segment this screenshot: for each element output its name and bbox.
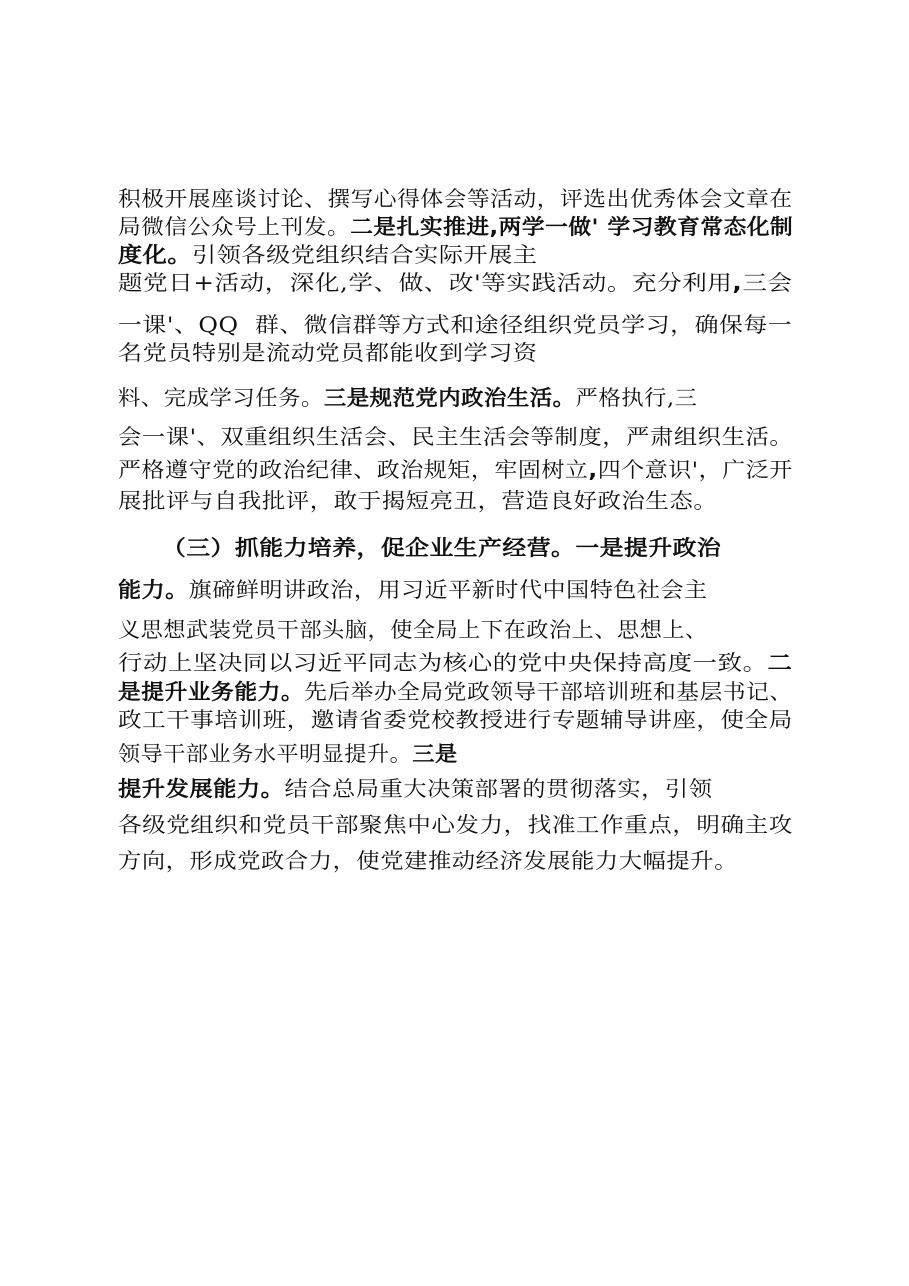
- text-segment: 一课'、QQ 群、微信群等方式和途径组织党员学习，确保每一: [118, 313, 793, 337]
- text-segment: 先后举办全局党政领导干部培训班和基层书记、: [304, 680, 793, 704]
- text-line: [118, 577, 708, 603]
- bold-text-segment: 二: [767, 651, 793, 675]
- text-segment: 会一课'、双重组织生活会、民主生活会等制度，严肃组织生活。: [118, 425, 794, 449]
- text-line: [118, 617, 708, 643]
- text-segment: 结合总局重大决策部署的贯彻落实，引领: [284, 777, 713, 801]
- text-segment: 积极开展座谈讨论、撰写心得体会等活动，评选出优秀体会文章在: [118, 187, 793, 211]
- text-segment: 三会: [742, 271, 793, 295]
- text-line: [118, 242, 538, 268]
- text-segment: 行动上坚决同以习近平同志为核心的党中央保持高度一致。: [118, 651, 768, 675]
- bold-text-segment: 度化。: [118, 243, 193, 267]
- text-segment: 政工干事培训班，邀请省委党校教授进行专题辅导讲座，使全局: [118, 708, 793, 732]
- text-line: [118, 741, 458, 767]
- text-line: [118, 707, 793, 733]
- text-segment: 料、完成学习任务。: [118, 386, 324, 410]
- bold-text-segment: 能力。: [118, 578, 189, 602]
- text-line: [118, 848, 738, 874]
- text-segment: 义思想武装党员干部头脑，使全局上下在政治上、思想上、: [118, 618, 708, 642]
- text-line: [118, 679, 793, 705]
- text-segment: 旗碲鲜明讲政治，用习近平新时代中国特色社会主: [188, 578, 708, 602]
- text-segment: 展批评与自我批评，敢于揭短亮丑，营造良好政治生态。: [118, 489, 718, 513]
- text-segment: 领导干部业务水平明显提升。: [118, 742, 413, 766]
- text-segment: 名党员特别是流动党员都能收到学习资: [118, 341, 538, 365]
- text-segment: 严格执行,三: [575, 386, 698, 410]
- text-line: [118, 186, 793, 212]
- text-line: [118, 812, 793, 838]
- bold-text-segment: 是提升业务能力。: [118, 680, 305, 704]
- bold-text-segment: ,: [732, 271, 743, 295]
- bold-text-segment: 二是扎实推进,两学一做' 学习教育常态化制: [350, 215, 794, 239]
- text-line: [118, 424, 793, 450]
- text-line: [118, 776, 712, 802]
- bold-text-segment: 三是: [412, 742, 458, 766]
- text-segment: 各级党组织和党员干部聚焦中心发力，找准工作重点，明确主攻: [118, 813, 793, 837]
- bold-text-segment: ,: [588, 458, 598, 482]
- text-line: [118, 312, 792, 338]
- text-line: [118, 270, 793, 296]
- bold-text-segment: （三）抓能力培养，促企业生产经营。一是提升政治: [162, 536, 722, 560]
- text-segment: 引领各级党组织结合实际开展主: [192, 243, 538, 267]
- text-line: [118, 214, 793, 240]
- text-line: [118, 457, 793, 483]
- text-segment: 严格遵守党的政治纪律、政治规矩，牢固树立: [118, 458, 589, 482]
- text-line: [118, 340, 538, 366]
- text-line: [162, 535, 721, 561]
- text-line: [118, 650, 793, 676]
- bold-text-segment: 提升发展能力。: [118, 777, 285, 801]
- text-line: [118, 385, 698, 411]
- text-segment: 方向，形成党政合力，使党建推动经济发展能力大幅提升。: [118, 849, 738, 873]
- text-line: [118, 488, 717, 514]
- text-segment: 四个意识'，广泛开: [597, 458, 793, 482]
- text-segment: 题党日+活动，深化,学、做、改'等实践活动。充分利用: [118, 271, 733, 295]
- text-segment: 局微信公众号上刊发。: [118, 215, 351, 239]
- bold-text-segment: 三是规范党内政治生活。: [323, 386, 576, 410]
